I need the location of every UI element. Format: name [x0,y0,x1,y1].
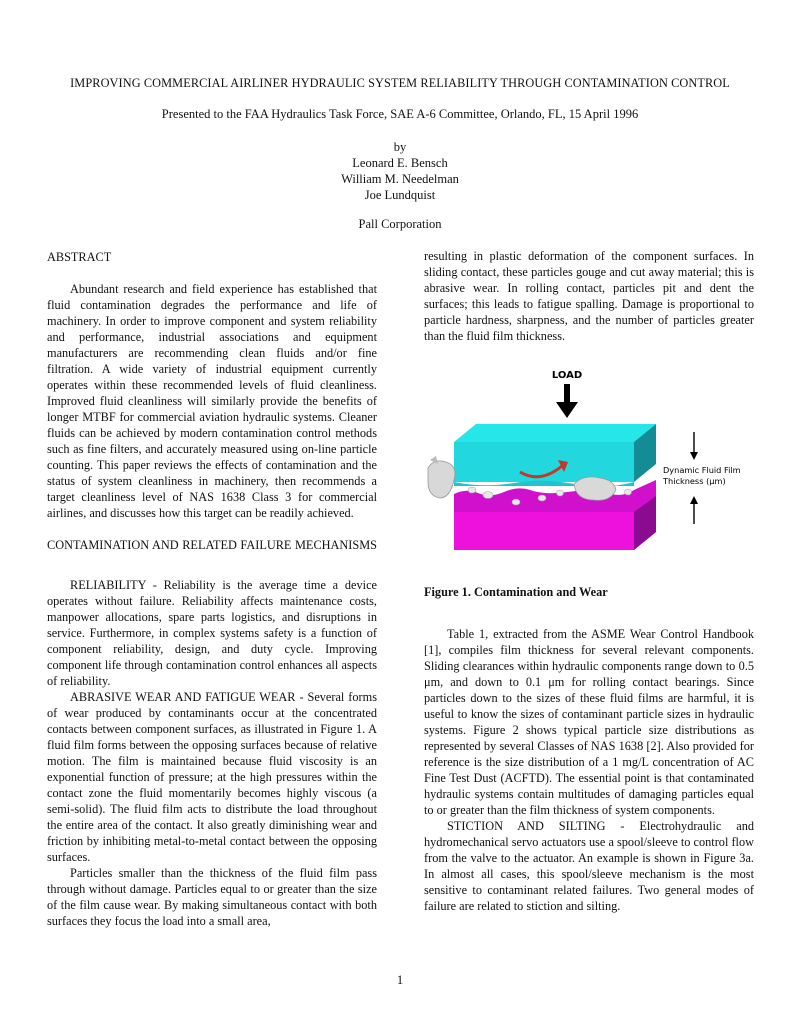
continued-paragraph: resulting in plastic deformation of the component surfaces. In sliding contact, these particles gouge and cut away material; this is abrasive wear. In rolling contact, particles pit and dent the surfaces; this leads to fatigue spalling. Damage is proportional to particle hardness, sharpness, and the number of particles greater than the fluid film thickness. [424,249,754,343]
organization: Pall Corporation [358,217,442,231]
reliability-paragraph: RELIABILITY - Reliability is the average time a device operates without failure. Reliability affects maintenance costs, manpower allocations, spare parts logistics, and disruptions in service. Furthermore, in complex systems safety is a function of component reliability, design, and duty cycle. Improving component life through contamination control enhances all aspects of reliability. [47,578,377,688]
by-label: by [393,140,407,154]
right-column-bottom [424,626,754,914]
page-number: 1 [396,973,404,987]
abstract-text: Abundant research and field experience has established that fluid contamination degrades the performance and life of machinery. In order to improve component and system reliability and performance, industrial associations and equipment manufacturers are recommending clean fluids and/or fine filtration. A wide variety of industrial equipment currently operates within these recommended levels of fluid cleanliness. Improved fluid cleanliness will similarly provide the benefits of longer MTBF for commercial aviation hydraulic systems. Cleaner fluids can be achieved by modern contamination control methods such as fine filters, and accurately measured using on-line particle counting. This paper reviews the effects of contamination and the status of system cleanliness in machinery, then recommends a target cleanliness level of NAS 1638 Class 3 for commercial airlines, and discusses how this target can be readily achieved. [47,282,377,520]
abstract-heading: ABSTRACT [47,250,112,264]
author-name: Joe Lundquist [364,188,436,202]
author-name: William M. Needelman [341,172,459,186]
particles-paragraph: Particles smaller than the thickness of the fluid film pass through without damage. Particles equal to or greater than the size of the film cause wear. By making simultaneous contact with both surfaces they focus the load into a small area, [47,866,377,928]
paper-title: IMPROVING COMMERCIAL AIRLINER HYDRAULIC SYSTEM RELIABILITY THROUGH CONTAMINATION CONTROL [70,76,730,90]
presentation-line: Presented to the FAA Hydraulics Task Force, SAE A-6 Committee, Orlando, FL, 15 April 1996 [161,107,639,121]
left-column [47,249,377,929]
film-label: Dynamic Fluid Film [663,465,741,475]
top-surface-block [454,424,656,487]
load-label: LOAD [551,370,583,381]
author-block [0,139,800,203]
author-name: Leonard E. Bensch [352,156,448,170]
stiction-paragraph: STICTION AND SILTING - Electrohydraulic and hydromechanical servo actuators use a spool/sleeve to control flow from the valve to the actuator. An example is shown in Figure 3a. In almost all cases, this spool/sleeve mechanism is the most sensitive to contaminant related failures. Two general modes of failure are related to stiction and silting. [424,819,754,913]
film-label-unit: Thickness (μm) [663,476,726,486]
section-heading: CONTAMINATION AND RELATED FAILURE MECHANISMS [47,538,377,552]
load-arrow-icon [556,384,578,418]
right-column-top [424,248,754,344]
wear-paragraph: ABRASIVE WEAR AND FATIGUE WEAR - Several forms of wear produced by contaminants occur at the concentrated contacts between component surfaces, as illustrated in Figure 1. A fluid film forms between the opposing surfaces because of relative motion. The film is maintained because fluid viscosity is an exponential function of pressure; at the high pressures within the contact zone the fluid momentarily becomes highly viscous (a semi-solid). The fluid film acts to distribute the load throughout the entire area of the contact. It also greatly diminishing wear and friction by inhibiting metal-to-metal contact between the opposing surfaces. [47,690,377,864]
figure-caption: Figure 1. Contamination and Wear [424,585,608,599]
contamination-wear-figure [424,362,764,562]
table-paragraph: Table 1, extracted from the ASME Wear Control Handbook [1], compiles film thickness for several relevant components. Sliding clearances within hydraulic components range down to 0.5 μm, and down to 0.1 μm for rolling contact bearings. Since particles down to the sizes of these fluid films are harmful, it is useful to know the sizes of contaminant particle sizes in hydraulic systems. Figure 2 shows typical particle size distributions as represented by several Classes of NAS 1638 [2]. Also provided for reference is the size distribution of a 1 mg/L concentration of AC Fine Test Dust (ACFTD). The essential point is that contaminated hydraulic systems contain multitudes of damaging particles equal to or greater than the film thickness of system components. [424,627,754,817]
